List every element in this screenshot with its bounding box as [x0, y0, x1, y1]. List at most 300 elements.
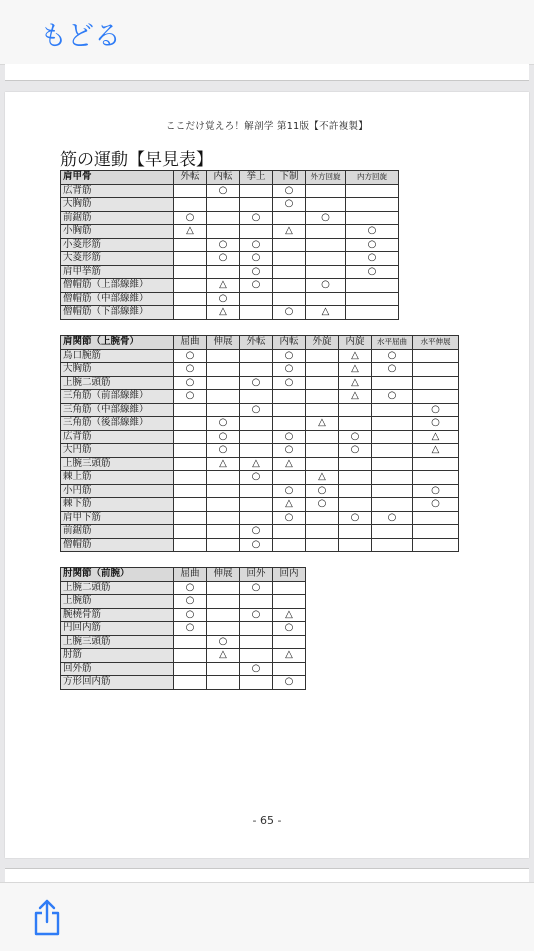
motion-cell: ○	[174, 376, 207, 390]
motion-cell	[339, 403, 372, 417]
motion-cell	[240, 417, 273, 431]
motion-column-header: 水平伸展	[413, 336, 459, 350]
next-page-edge[interactable]	[5, 868, 529, 883]
page-number: - 65 -	[252, 814, 282, 827]
muscle-name: 腕橈骨筋	[61, 608, 174, 622]
motion-cell	[240, 676, 273, 690]
motion-cell: △	[306, 471, 339, 485]
joint-header: 肘関節（前腕）	[61, 568, 174, 582]
muscle-name: 小菱形筋	[61, 238, 174, 252]
top-navigation-bar	[0, 0, 534, 65]
motion-cell: ○	[346, 265, 399, 279]
motion-cell	[339, 417, 372, 431]
back-button[interactable]: もどる	[40, 21, 121, 52]
motion-column-header: 挙上	[240, 171, 273, 185]
motion-cell	[306, 349, 339, 363]
motion-cell: ○	[240, 403, 273, 417]
table-row	[61, 484, 459, 498]
motion-column-header: 伸展	[207, 336, 240, 350]
motion-cell	[339, 457, 372, 471]
table-row	[61, 511, 459, 525]
motion-column-header: 外転	[240, 336, 273, 350]
motion-cell	[306, 363, 339, 377]
motion-cell	[174, 292, 207, 306]
motion-cell: ○	[240, 376, 273, 390]
motion-cell	[174, 403, 207, 417]
motion-cell: ○	[306, 211, 346, 225]
motion-cell: △	[273, 225, 306, 239]
motion-cell: ○	[339, 430, 372, 444]
motion-cell	[240, 198, 273, 212]
motion-cell	[413, 511, 459, 525]
muscle-name: 大円筋	[61, 444, 174, 458]
motion-cell	[207, 662, 240, 676]
muscle-name: 棘下筋	[61, 498, 174, 512]
motion-cell	[174, 198, 207, 212]
motion-cell: ○	[306, 484, 339, 498]
table-row	[61, 376, 459, 390]
motion-cell	[273, 595, 306, 609]
motion-cell	[240, 595, 273, 609]
motion-column-header: 回内	[273, 568, 306, 582]
motion-cell	[306, 403, 339, 417]
motion-cell	[413, 376, 459, 390]
motion-cell	[413, 457, 459, 471]
bottom-toolbar	[0, 882, 534, 951]
table-row	[61, 198, 399, 212]
motion-column-header: 屈曲	[174, 568, 207, 582]
motion-cell	[207, 622, 240, 636]
motion-cell: ○	[240, 238, 273, 252]
motion-cell: ○	[346, 238, 399, 252]
motion-cell: ○	[273, 198, 306, 212]
motion-cell: ○	[346, 225, 399, 239]
motion-column-header: 内転	[207, 171, 240, 185]
motion-cell	[346, 198, 399, 212]
joint-header: 肩甲骨	[61, 171, 174, 185]
motion-cell	[207, 363, 240, 377]
motion-cell: ○	[174, 363, 207, 377]
motion-cell: ○	[240, 252, 273, 266]
motion-cell	[413, 363, 459, 377]
motion-cell	[207, 538, 240, 552]
motion-cell	[306, 184, 346, 198]
motion-cell	[273, 635, 306, 649]
motion-cell	[207, 511, 240, 525]
motion-cell: ○	[413, 484, 459, 498]
motion-cell	[240, 349, 273, 363]
motion-cell	[346, 306, 399, 320]
motion-cell	[372, 538, 413, 552]
table-row	[61, 225, 399, 239]
motion-cell	[174, 417, 207, 431]
table-row	[61, 265, 399, 279]
motion-cell: ○	[240, 581, 273, 595]
elbow-joint-motion-table	[60, 567, 306, 690]
table-row	[61, 184, 399, 198]
motion-cell	[413, 525, 459, 539]
muscle-name: 大菱形筋	[61, 252, 174, 266]
table-row	[61, 457, 459, 471]
motion-cell	[273, 662, 306, 676]
muscle-name: 棘上筋	[61, 471, 174, 485]
muscle-name: 肩甲下筋	[61, 511, 174, 525]
motion-cell: △	[306, 417, 339, 431]
motion-cell	[273, 390, 306, 404]
motion-cell	[240, 444, 273, 458]
motion-cell	[273, 471, 306, 485]
motion-cell	[207, 198, 240, 212]
motion-cell	[273, 252, 306, 266]
table-row	[61, 417, 459, 431]
motion-cell	[306, 265, 346, 279]
table-row	[61, 306, 399, 320]
motion-cell: ○	[273, 376, 306, 390]
table-row	[61, 471, 459, 485]
motion-cell: △	[339, 390, 372, 404]
muscle-name: 上腕三頭筋	[61, 635, 174, 649]
motion-cell: ○	[306, 279, 346, 293]
motion-cell: ○	[240, 211, 273, 225]
motion-cell	[174, 238, 207, 252]
motion-cell	[306, 444, 339, 458]
motion-column-header: 伸展	[207, 568, 240, 582]
motion-cell: △	[174, 225, 207, 239]
motion-cell: ○	[346, 252, 399, 266]
document-page	[5, 92, 529, 858]
motion-cell	[273, 292, 306, 306]
table-row	[61, 252, 399, 266]
motion-cell: ○	[207, 252, 240, 266]
motion-cell: △	[413, 430, 459, 444]
motion-column-header: 外方回旋	[306, 171, 346, 185]
motion-cell	[273, 265, 306, 279]
motion-cell: ○	[273, 363, 306, 377]
motion-cell	[306, 225, 346, 239]
motion-cell	[207, 581, 240, 595]
table-row	[61, 676, 306, 690]
motion-cell: △	[207, 279, 240, 293]
motion-cell	[207, 484, 240, 498]
motion-cell	[339, 525, 372, 539]
motion-cell	[207, 403, 240, 417]
motion-cell	[174, 649, 207, 663]
motion-cell: ○	[174, 390, 207, 404]
share-icon[interactable]	[30, 897, 64, 937]
muscle-name: 三角筋（中部線維）	[61, 403, 174, 417]
motion-column-header: 下制	[273, 171, 306, 185]
motion-cell	[207, 265, 240, 279]
motion-cell: ○	[273, 511, 306, 525]
table-row	[61, 525, 459, 539]
motion-cell	[207, 211, 240, 225]
muscle-name: 僧帽筋	[61, 538, 174, 552]
motion-cell: ○	[174, 349, 207, 363]
motion-cell	[273, 581, 306, 595]
motion-cell	[174, 538, 207, 552]
motion-cell	[240, 430, 273, 444]
table-row	[61, 635, 306, 649]
motion-column-header: 水平屈曲	[372, 336, 413, 350]
motion-cell	[306, 252, 346, 266]
motion-cell	[273, 538, 306, 552]
motion-cell	[174, 265, 207, 279]
motion-cell	[207, 525, 240, 539]
muscle-name: 上腕筋	[61, 595, 174, 609]
motion-cell	[207, 595, 240, 609]
motion-cell: △	[273, 498, 306, 512]
motion-cell: ○	[174, 581, 207, 595]
muscle-name: 僧帽筋（下部線維）	[61, 306, 174, 320]
scapula-motion-table	[60, 170, 399, 320]
table-row	[61, 292, 399, 306]
motion-cell	[306, 238, 346, 252]
motion-cell	[306, 292, 346, 306]
muscle-name: 僧帽筋（中部線維）	[61, 292, 174, 306]
table-row	[61, 649, 306, 663]
motion-cell	[240, 390, 273, 404]
motion-cell	[306, 430, 339, 444]
motion-cell: ○	[273, 349, 306, 363]
motion-cell: ○	[273, 306, 306, 320]
motion-cell	[413, 390, 459, 404]
motion-cell	[346, 292, 399, 306]
motion-cell	[273, 238, 306, 252]
shoulder-joint-motion-table	[60, 335, 459, 552]
motion-cell	[372, 376, 413, 390]
muscle-name: 大胸筋	[61, 363, 174, 377]
motion-cell: ○	[207, 292, 240, 306]
muscle-name: 上腕二頭筋	[61, 581, 174, 595]
motion-cell	[174, 279, 207, 293]
table-row	[61, 662, 306, 676]
motion-cell	[413, 349, 459, 363]
motion-cell: ○	[273, 184, 306, 198]
motion-cell: ○	[174, 622, 207, 636]
motion-cell	[174, 444, 207, 458]
motion-cell	[306, 376, 339, 390]
motion-cell	[339, 498, 372, 512]
muscle-name: 前鋸筋	[61, 211, 174, 225]
motion-cell: ○	[273, 444, 306, 458]
motion-cell: △	[413, 444, 459, 458]
motion-cell	[372, 430, 413, 444]
motion-cell: ○	[174, 608, 207, 622]
motion-cell: ○	[372, 363, 413, 377]
motion-cell	[306, 538, 339, 552]
muscle-name: 大胸筋	[61, 198, 174, 212]
motion-cell: △	[273, 457, 306, 471]
motion-cell	[174, 511, 207, 525]
motion-cell	[240, 484, 273, 498]
motion-cell	[174, 498, 207, 512]
motion-cell	[207, 225, 240, 239]
motion-cell	[174, 184, 207, 198]
table-row	[61, 211, 399, 225]
motion-cell	[207, 390, 240, 404]
motion-column-header: 内旋	[339, 336, 372, 350]
motion-cell	[273, 525, 306, 539]
table-row	[61, 403, 459, 417]
muscle-name: 肩甲挙筋	[61, 265, 174, 279]
motion-column-header: 回外	[240, 568, 273, 582]
motion-cell	[372, 417, 413, 431]
motion-cell: △	[306, 306, 346, 320]
motion-cell	[174, 525, 207, 539]
motion-cell	[372, 498, 413, 512]
table-row	[61, 430, 459, 444]
table-row	[61, 390, 459, 404]
motion-cell: △	[339, 376, 372, 390]
motion-cell	[240, 184, 273, 198]
table-row	[61, 622, 306, 636]
motion-cell	[273, 279, 306, 293]
motion-cell: ○	[207, 444, 240, 458]
motion-cell	[339, 538, 372, 552]
motion-column-header: 外旋	[306, 336, 339, 350]
running-header: ここだけ覚えろ！解剖学 第11版【不許複製】	[165, 121, 369, 132]
motion-cell	[207, 676, 240, 690]
motion-cell	[207, 471, 240, 485]
motion-cell	[207, 349, 240, 363]
table-row	[61, 349, 459, 363]
motion-cell	[240, 622, 273, 636]
motion-cell: ○	[207, 184, 240, 198]
muscle-name: 広背筋	[61, 184, 174, 198]
motion-cell	[306, 525, 339, 539]
muscle-name: 上腕二頭筋	[61, 376, 174, 390]
motion-cell	[372, 484, 413, 498]
motion-cell: ○	[240, 525, 273, 539]
muscle-name: 三角筋（前部線維）	[61, 390, 174, 404]
table-row	[61, 595, 306, 609]
muscle-name: 広背筋	[61, 430, 174, 444]
motion-cell: ○	[207, 430, 240, 444]
motion-cell	[174, 252, 207, 266]
motion-cell	[174, 306, 207, 320]
motion-cell	[273, 211, 306, 225]
motion-cell	[273, 417, 306, 431]
motion-cell: ○	[240, 265, 273, 279]
motion-cell: ○	[273, 622, 306, 636]
motion-cell	[240, 498, 273, 512]
table-row	[61, 279, 399, 293]
motion-column-header: 内方回旋	[346, 171, 399, 185]
motion-cell	[372, 471, 413, 485]
motion-cell: △	[339, 349, 372, 363]
motion-cell: ○	[273, 430, 306, 444]
motion-cell	[273, 403, 306, 417]
table-row	[61, 498, 459, 512]
motion-column-header: 外転	[174, 171, 207, 185]
motion-cell	[240, 363, 273, 377]
motion-cell	[372, 444, 413, 458]
motion-cell	[240, 635, 273, 649]
motion-cell: ○	[413, 403, 459, 417]
motion-cell: △	[273, 649, 306, 663]
motion-cell: ○	[207, 238, 240, 252]
motion-cell	[346, 184, 399, 198]
motion-cell	[174, 676, 207, 690]
motion-cell	[413, 471, 459, 485]
motion-cell: △	[240, 457, 273, 471]
motion-cell	[306, 390, 339, 404]
motion-cell: ○	[273, 484, 306, 498]
motion-cell	[174, 430, 207, 444]
motion-cell: ○	[207, 417, 240, 431]
motion-cell: ○	[240, 538, 273, 552]
motion-cell	[207, 498, 240, 512]
motion-cell	[207, 608, 240, 622]
table-row	[61, 444, 459, 458]
motion-cell	[413, 538, 459, 552]
table-row	[61, 238, 399, 252]
motion-cell: ○	[174, 595, 207, 609]
muscle-name: 僧帽筋（上部線維）	[61, 279, 174, 293]
motion-cell: ○	[273, 676, 306, 690]
muscle-name: 三角筋（後部線維）	[61, 417, 174, 431]
table-row	[61, 581, 306, 595]
motion-cell	[346, 211, 399, 225]
motion-cell	[240, 306, 273, 320]
motion-column-header: 屈曲	[174, 336, 207, 350]
motion-cell	[240, 292, 273, 306]
previous-page-edge[interactable]	[5, 64, 529, 81]
motion-cell: ○	[413, 498, 459, 512]
motion-cell: ○	[306, 498, 339, 512]
motion-cell	[240, 511, 273, 525]
motion-cell: ○	[413, 417, 459, 431]
motion-cell: ○	[372, 511, 413, 525]
motion-cell: △	[339, 363, 372, 377]
motion-cell: ○	[372, 390, 413, 404]
muscle-name: 上腕三頭筋	[61, 457, 174, 471]
motion-cell	[240, 649, 273, 663]
motion-cell: △	[207, 457, 240, 471]
muscle-name: 方形回内筋	[61, 676, 174, 690]
motion-cell: ○	[240, 279, 273, 293]
motion-cell	[339, 484, 372, 498]
motion-cell: ○	[240, 471, 273, 485]
muscle-name: 烏口腕筋	[61, 349, 174, 363]
motion-cell	[174, 471, 207, 485]
muscle-name: 肘筋	[61, 649, 174, 663]
table-row	[61, 363, 459, 377]
motion-column-header: 内転	[273, 336, 306, 350]
motion-cell	[346, 279, 399, 293]
muscle-name: 前鋸筋	[61, 525, 174, 539]
motion-cell	[174, 635, 207, 649]
motion-cell	[339, 471, 372, 485]
motion-cell: ○	[372, 349, 413, 363]
table-row	[61, 538, 459, 552]
motion-cell	[306, 198, 346, 212]
motion-cell: ○	[174, 211, 207, 225]
motion-cell: ○	[339, 444, 372, 458]
muscle-name: 回外筋	[61, 662, 174, 676]
motion-cell	[306, 511, 339, 525]
motion-cell: △	[207, 306, 240, 320]
motion-cell: △	[273, 608, 306, 622]
motion-cell	[240, 225, 273, 239]
motion-cell: △	[207, 649, 240, 663]
motion-cell: ○	[240, 608, 273, 622]
muscle-name: 小胸筋	[61, 225, 174, 239]
motion-cell: ○	[339, 511, 372, 525]
motion-cell	[372, 525, 413, 539]
motion-cell	[207, 376, 240, 390]
motion-cell: ○	[207, 635, 240, 649]
